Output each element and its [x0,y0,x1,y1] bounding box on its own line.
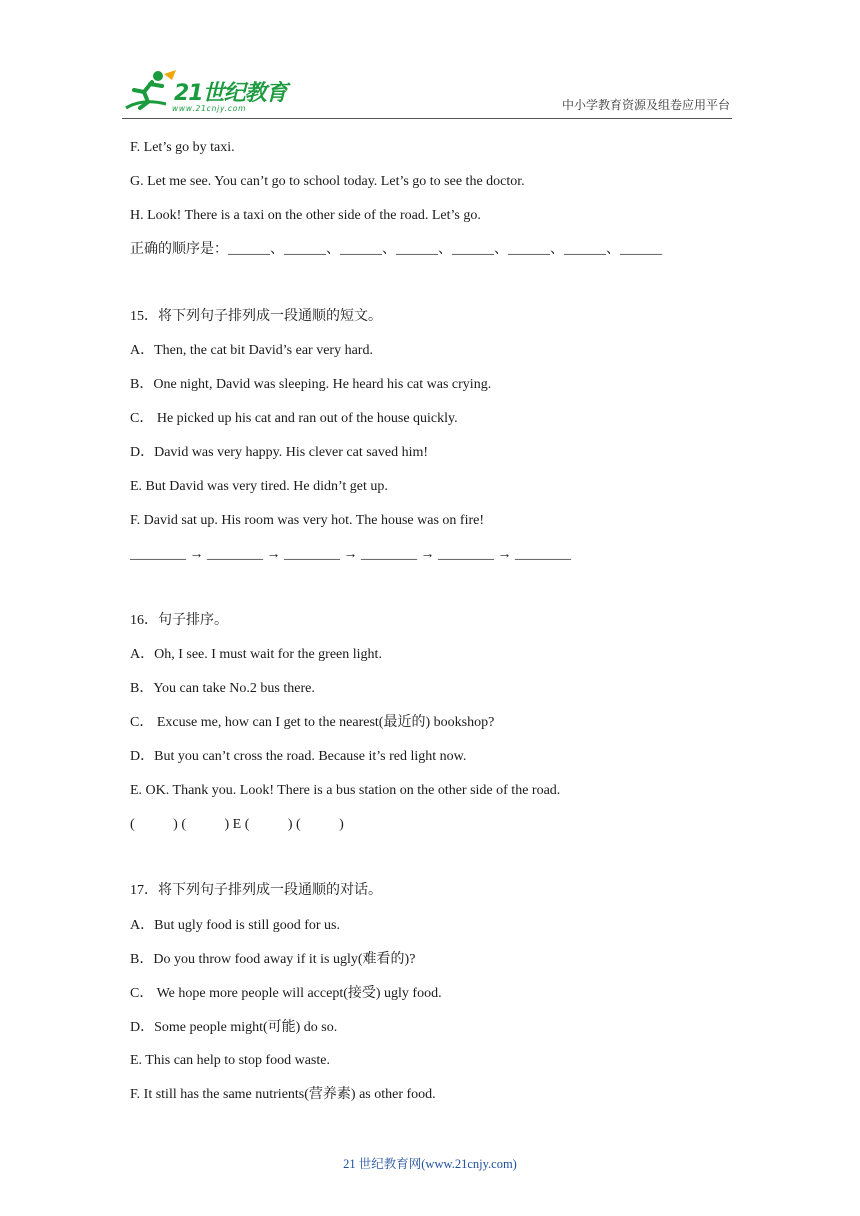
header-divider [122,118,732,119]
option-e: E. This can help to stop food waste. [130,1053,330,1068]
option-b: B．Do you throw food away if it is ugly(难看的)? [130,952,416,967]
logo-url: www.21cnjy.com [172,104,247,113]
option-d: D．Some people might(可能) do so. [130,1020,338,1035]
option-c: C． He picked up his cat and ran out of the house quickly. [130,411,458,426]
option-a: A．Then, the cat bit David’s ear very hard. [130,343,373,358]
option-a: A．But ugly food is still good for us. [130,918,341,933]
option-c: C． We hope more people will accept(接受) ugly food. [130,986,442,1001]
option-e: E. But David was very tired. He didn’t get up. [130,479,388,494]
option-d: D．But you can’t cross the road. Because it’s red light now. [130,749,467,764]
option-b: B．One night, David was sleeping. He heard his cat was crying. [130,377,492,392]
logo [122,68,292,118]
answer-line: ________ → ________ → ________ → ________ → ________ → ________ [130,547,571,562]
option-a: A．Oh, I see. I must wait for the green light. [130,647,382,662]
option-g: G. Let me see. You can’t go to school today. Let’s go to see the doctor. [130,174,525,189]
runner-logo-icon [122,68,178,114]
answer-line: ( ) ( ) E ( ) ( ) [130,817,344,832]
logo-text: 21世纪教育 [174,81,287,106]
option-d: D．David was very happy. His clever cat saved him! [130,445,429,460]
page-footer: 21 世纪教育网(www.21cnjy.com) [343,1157,517,1171]
option-c: C． Excuse me, how can I get to the nearest(最近的) bookshop? [130,715,495,730]
page-header [0,0,860,125]
option-f: F. David sat up. His room was very hot. The house was on fire! [130,513,485,528]
question-title: 15．将下列句子排列成一段通顺的短文。 [130,309,382,324]
option-f: F. It still has the same nutrients(营养素) as other food. [130,1087,436,1102]
question-title: 17．将下列句子排列成一段通顺的对话。 [130,883,382,898]
option-e: E. OK. Thank you. Look! There is a bus station on the other side of the road. [130,783,561,798]
option-f: F. Let’s go by taxi. [130,140,235,155]
option-b: B．You can take No.2 bus there. [130,681,315,696]
question-title: 16．句子排序。 [130,613,228,628]
option-h: H. Look! There is a taxi on the other side of the road. Let’s go. [130,208,481,223]
answer-line: 正确的顺序是：______、______、______、______、______、______、______、______ [130,242,662,257]
platform-name: 中小学教育资源及组卷应用平台 [561,98,730,112]
